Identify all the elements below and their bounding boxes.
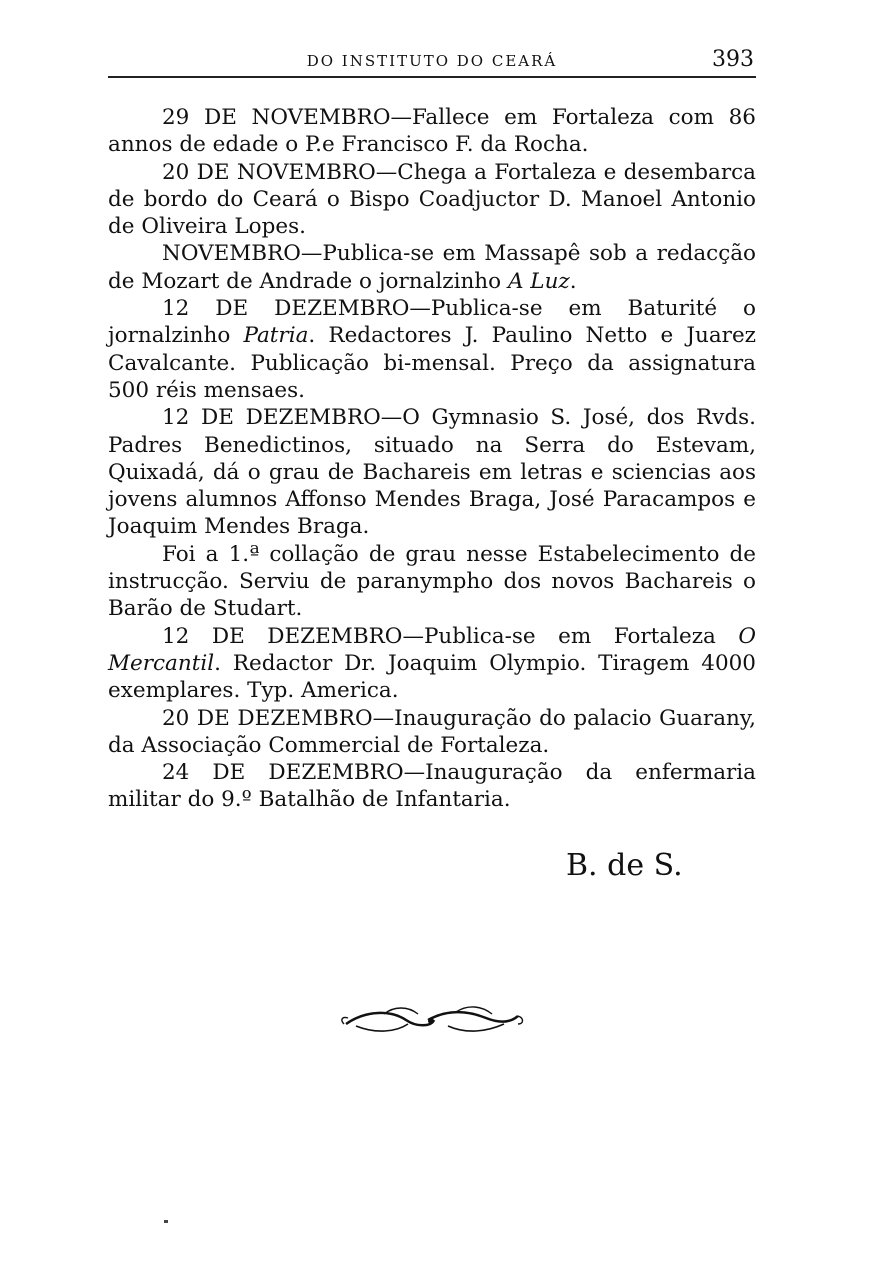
running-title: DO INSTITUTO DO CEARÁ bbox=[306, 52, 558, 70]
newspaper-title: Patria bbox=[243, 323, 309, 349]
entry-paragraph bbox=[108, 541, 756, 623]
entry-text: —Fallece em Fortaleza com 86 annos de edade o P.e Francisco F. da Rocha. bbox=[108, 105, 756, 158]
entry-text: Foi a 1.ª collação de grau nesse Estabelecimento de instrucção. Serviu de paranympho dos novos Bachareis o Barão de Studart. bbox=[108, 541, 756, 622]
entry-date: NOVEMBRO bbox=[162, 241, 301, 267]
entry-text: —Publica-se em Baturité o jornalzinho bbox=[108, 296, 757, 349]
entry-text: —Publica-se em Massapê sob a redacção de Mozart de Andrade o jornalzinho bbox=[108, 241, 756, 294]
entry-paragraph bbox=[108, 623, 756, 705]
entry-paragraph bbox=[108, 759, 756, 814]
entry-text: —Inauguração da enfermaria militar do 9.º Batalhão de Infantaria. bbox=[108, 760, 756, 813]
entry-date: 20 DE DEZEMBRO bbox=[162, 705, 373, 731]
entry-date: 12 DE DEZEMBRO bbox=[162, 296, 410, 322]
entry-paragraph bbox=[108, 159, 756, 241]
entry-text: —Chega a Fortaleza e desembarca de bordo do Ceará o Bispo Coadjuctor D. Manoel Antonio de Oliveira Lopes. bbox=[108, 159, 756, 240]
entry-paragraph bbox=[108, 295, 756, 404]
entry-paragraph bbox=[108, 404, 756, 540]
entry-date: 29 DE NOVEMBRO bbox=[162, 105, 391, 130]
header-rule bbox=[108, 76, 756, 78]
entry-text: —Inauguração do palacio Guarany, da Associação Commercial de Fortaleza. bbox=[108, 705, 756, 758]
vine-flourish-ornament-icon bbox=[336, 1000, 526, 1040]
entry-text-end: . Redactor Dr. Joaquim Olympio. Tiragem 4000 exemplares. Typ. America. bbox=[108, 650, 756, 704]
stray-mark bbox=[164, 1220, 168, 1223]
entry-paragraph bbox=[108, 240, 756, 295]
chronicle-body bbox=[108, 104, 756, 814]
page-number: 393 bbox=[712, 47, 754, 72]
newspaper-title: O Mercantil bbox=[108, 623, 756, 676]
entry-text: —O Gymnasio S. José, dos Rvds. Padres Benedictinos, situado na Serra do Estevam, Quixadá, dá o grau de Bachareis em letras e sciencias aos jovens alumnos Affonso Mendes Braga, José Paracampos e Joaquim Mendes Braga. bbox=[108, 405, 757, 540]
signature-initials: B. de S. bbox=[566, 848, 683, 883]
entry-date: 20 DE NOVEMBRO bbox=[162, 159, 376, 185]
entry-date: 12 DE DEZEMBRO bbox=[162, 623, 403, 649]
entry-date: 24 DE DEZEMBRO bbox=[162, 760, 404, 786]
entry-paragraph bbox=[108, 104, 756, 159]
entry-paragraph bbox=[108, 705, 756, 760]
entry-date: 12 DE DEZEMBRO bbox=[162, 405, 381, 431]
page-header bbox=[108, 44, 756, 78]
entry-text-end: . Redactores J. Paulino Netto e Juarez Cavalcante. Publicação bi-mensal. Preço da assignatura 500 réis mensaes. bbox=[108, 323, 756, 403]
entry-text-end: . bbox=[569, 268, 577, 294]
entry-text: —Publica-se em Fortaleza bbox=[402, 623, 739, 649]
newspaper-title: A Luz bbox=[507, 268, 570, 294]
